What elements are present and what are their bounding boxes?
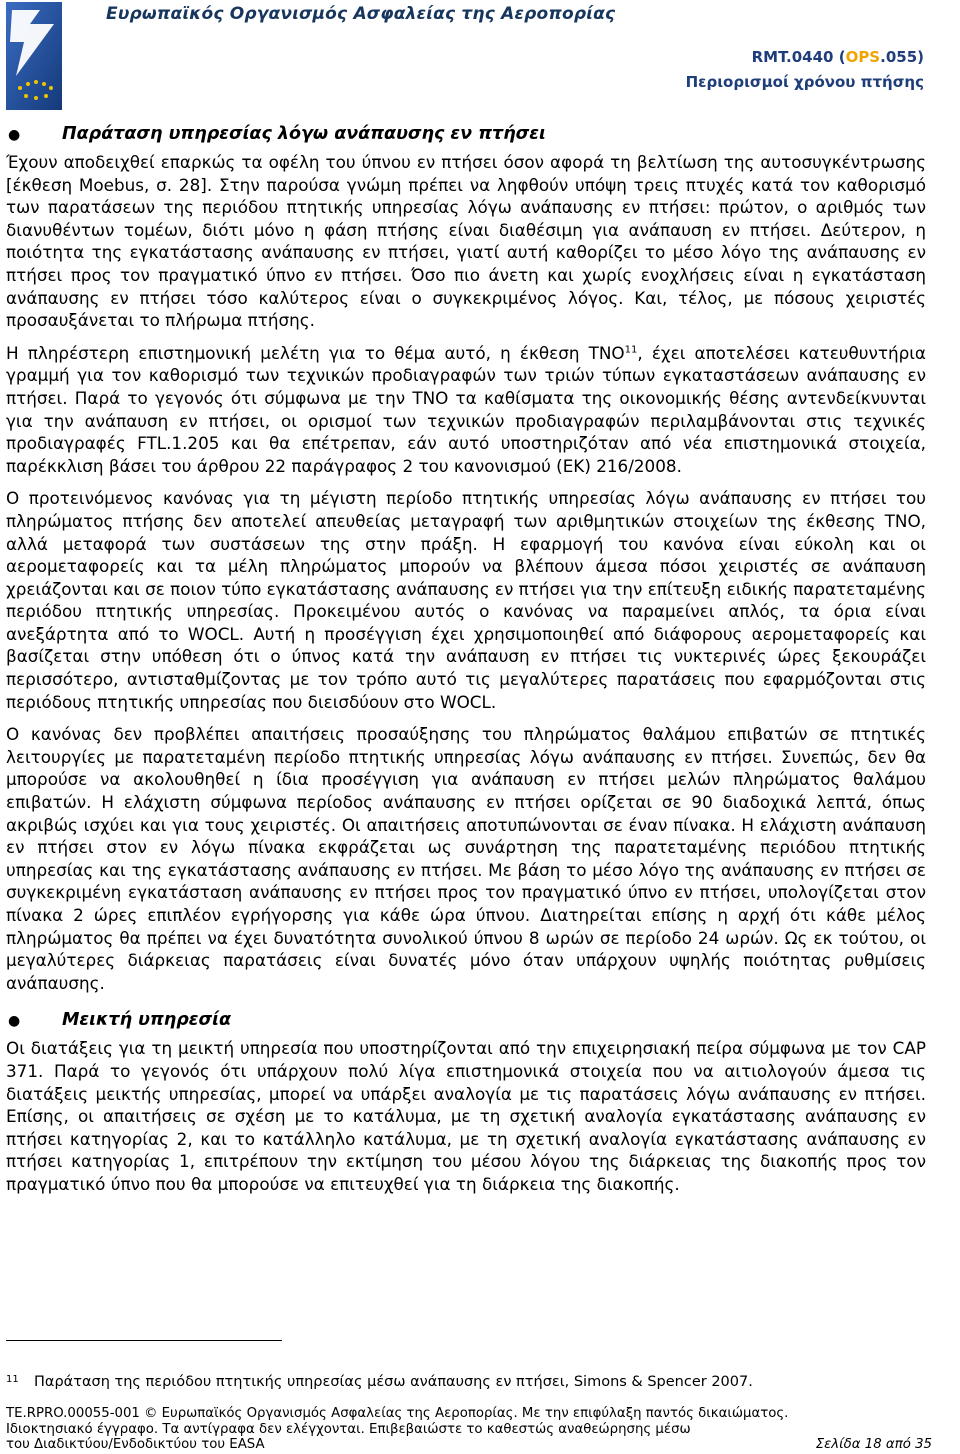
organization-name: Ευρωπαϊκός Οργανισμός Ασφαλείας της Αεροπορίας: [106, 4, 616, 24]
paragraph-text: , έχει αποτελέσει κατευθυντήρια γραμμή για τον καθορισμό των τεχνικών προδιαγραφών των τριών τύπων εγκαταστάσεων ανάπαυσης εν πτήσει. Παρά το γεγονός ότι σύμφωνα με την TNO τα καθίσματα της οικονομικής θέσης αντενδείκνυνται για την ανάπαυση εν πτήσει, οι ορισμοί των τεχνικών προδιαγραφών περιλαμβάνονται στις τεχνικές προδιαγραφές FTL.1.205 και θα επέτρεπαν, εάν αυτό υποστηριζόταν από νέα επιστημονικά στοιχεία, παρέκκλιση βάσει του άρθρου 22 παράγραφος 2 του κανονισμού (ΕΚ) 216/2008.: [6, 342, 926, 476]
document-body: [6, 124, 926, 1206]
section-heading: [6, 1010, 926, 1030]
footnote: [6, 1374, 926, 1390]
footnote-text: Παράταση της περιόδου πτητικής υπηρεσίας μέσω ανάπαυσης εν πτήσει, Simons & Spencer 2007.: [34, 1374, 753, 1390]
bullet-icon: ●: [8, 127, 21, 143]
footer-notice: Ιδιοκτησιακό έγγραφο. Τα αντίγραφα δεν ελέγχονται. Επιβεβαιώστε το καθεστώς αναθεώρησης μέσω: [6, 1421, 691, 1437]
footnote-reference[interactable]: 11: [624, 344, 638, 356]
section-heading: [6, 124, 926, 144]
paragraph: Ο κανόνας δεν προβλέπει απαιτήσεις προσαύξησης του πληρώματος θαλάμου επιβατών σε πτητικές λειτουργίες με παρατεταμένη περίοδο πτητικής υπηρεσίας λόγω ανάπαυσης εν πτήσει. Συνεπώς, δεν θα μπορούσε να ακολουθηθεί η ίδια προσέγγιση για ανάπαυση εν πτήσει μελών πληρώματος θαλάμου επιβατών. Η ελάχιστη σύμφωνα περίοδος ανάπαυσης εν πτήσει ορίζεται σε 90 διαδοχικά λεπτά, όπως ακριβώς ισχύει και για τους χειριστές. Οι απαιτήσεις αποτυπώνονται σε έναν πίνακα. Η ελάχιστη ανάπαυση εν πτήσει στον εν λόγω πίνακα εκφράζεται ως συνάρτηση της παρατεταμένης περιόδου πτητικής υπηρεσίας και της εγκατάστασης ανάπαυσης εν πτήσει. Με βάση το μέσο λόγο της ανάπαυσης εν πτήσει σε συγκεκριμένη εγκατάσταση ανάπαυσης εν πτήσει προς τον πραγματικό ύπνο εν πτήσει, υπολογίζεται στον πίνακα 2 ώρες επιπλέον εγρήγορσης για κάθε ώρα ύπνου. Διατηρείται επίσης η αρχή ότι κάθε μέλος πληρώματος θα πρέπει να έχει δυνατότητα συνολικού ύπνου 8 ωρών σε περίοδο 24 ωρών. Ως εκ τούτου, οι μεγαλύτερες διάρκειας παρατάσεις είναι δυνατές μόνο όταν υπάρχουν υψηλής ποιότητας ρυθμίσεις ανάπαυσης.: [6, 724, 926, 993]
paragraph: Ο προτεινόμενος κανόνας για τη μέγιστη περίοδο πτητικής υπηρεσίας λόγω ανάπαυσης εν πτήσει του πληρώματος πτήσης δεν αποτελεί απευθείας μεταγραφή των αριθμητικών στοιχείων της έκθεσης TNO, αλλά μεταφορά των συστάσεων της στην πράξη. Η εφαρμογή του κανόνα είναι εύκολη και οι αερομεταφορείς και τα μέλη πληρώματος μπορούν να βλέπουν άμεσα πόσοι χειριστές σε ανάπαυση χρειάζονται και σε ποιον τύπο εγκατάστασης ανάπαυσης εν πτήσει για την επίτευξη ειδικής παρατεταμένης περιόδου πτητικής υπηρεσίας. Προκειμένου αυτός ο κανόνας να παραμείνει απλός, τα όρια είναι ανεξάρτητα από το WOCL. Αυτή η προσέγγιση έχει χρησιμοποιηθεί από διάφορους αερομεταφορείς και βασίζεται στην υπόθεση ότι ο ύπνος κατά την ανάπαυση εν πτήσει τις νυκτερινές ώρες ξεκουράζει περισσότερο, αντισταθμίζοντας με τον τρόπο αυτό τις μεγαλύτερες παρατάσεις που εφαρμόζονται στις περιόδους πτητικής υπηρεσίας που διεισδύουν στο WOCL.: [6, 488, 926, 712]
footer-last-row: [6, 1437, 932, 1453]
doc-ref-gold: OPS: [845, 48, 881, 66]
paragraph: Οι διατάξεις για τη μεικτή υπηρεσία που υποστηρίζονται από την επιχειρησιακή πείρα σύμφωνα με τον CAP 371. Παρά το γεγονός ότι υπάρχουν πολύ λίγα επιστημονικά στοιχεία που να αιτιολογούν άμεσα τις διατάξεις μεικτής υπηρεσίας, μπορεί να υπάρξει αναλογία με τις παρατάσεις λόγω ανάπαυσης εν πτήσει. Επίσης, οι απαιτήσεις σε σχέση με το κατάλυμα, με τη σχετική αναλογία εγκατάστασης ανάπαυσης εν πτήσει κατηγορίας 2, και το κατάλληλο κατάλυμα, με τη σχετική αναλογία εγκατάστασης ανάπαυσης εν πτήσει κατηγορίας 1, επιτρέπουν την εκτίμηση του μέσου λόγου της διάρκειας της διακοπής προς τον πραγματικό ύπνο που θα μπορούσε να επιτευχθεί για τη διάρκεια της διακοπής.: [6, 1038, 926, 1194]
doc-ref-prefix: RMT.0440 (: [751, 48, 846, 66]
page-footer: [6, 1406, 932, 1453]
document-reference: [752, 48, 924, 66]
footnote-separator: [6, 1340, 282, 1341]
section-heading-text: Παράταση υπηρεσίας λόγω ανάπαυσης εν πτήσει: [62, 124, 546, 144]
page-number: Σελίδα 18 από 35: [815, 1437, 932, 1452]
footer-copyright: TE.RPRO.00055-001 © Ευρωπαϊκός Οργανισμός Ασφαλείας της Αεροπορίας. Με την επιφύλαξη παντός δικαιώματος.: [6, 1406, 789, 1421]
footnote-number: 11: [6, 1374, 19, 1385]
section-heading-text: Μεικτή υπηρεσία: [62, 1010, 231, 1031]
footer-link-text: του Διαδικτύου/Ενδοδικτύου του EASA: [6, 1437, 265, 1452]
document-subtitle: Περιορισμοί χρόνου πτήσης: [685, 73, 924, 91]
paragraph: [6, 342, 926, 478]
paragraph: Έχουν αποδειχθεί επαρκώς τα οφέλη του ύπνου εν πτήσει όσον αφορά τη βελτίωση της αυτοσυγκέντρωσης [έκθεση Moebus, σ. 28]. Στην παρούσα γνώμη πρέπει να ληφθούν υπόψη τρεις πτυχές κατά τον καθορισμό των παρατάσεων της περιόδου πτητικής υπηρεσίας λόγω ανάπαυσης εν πτήσει: πρώτον, ο αριθμός των διανυθέντων τομέων, διότι μόνο η φάση πτήσης είναι διαθέσιμη για ανάπαυση εν πτήσει. Δεύτερον, η ποιότητα της εγκατάστασης ανάπαυσης εν πτήσει, γιατί αυτή καθορίζει το μέσο λόγο της ανάπαυσης εν πτήσει προς τον πραγματικό ύπνο εν πτήσει. Όσο πιο άνετη και χωρίς ενοχλήσεις είναι η εγκατάσταση ανάπαυσης εν πτήσει τόσο καλύτερος είναι ο συγκεκριμένος λόγος. Και, τέλος, με πόσους χειριστές προσαυξάνεται το πλήρωμα πτήσης.: [6, 152, 926, 331]
doc-ref-suffix: .055): [880, 48, 924, 66]
bullet-icon: ●: [8, 1013, 21, 1030]
paragraph-text: Η πληρέστερη επιστημονική μελέτη για το θέμα αυτό, η έκθεση TNO: [6, 342, 625, 363]
easa-logo-icon: [6, 2, 62, 110]
